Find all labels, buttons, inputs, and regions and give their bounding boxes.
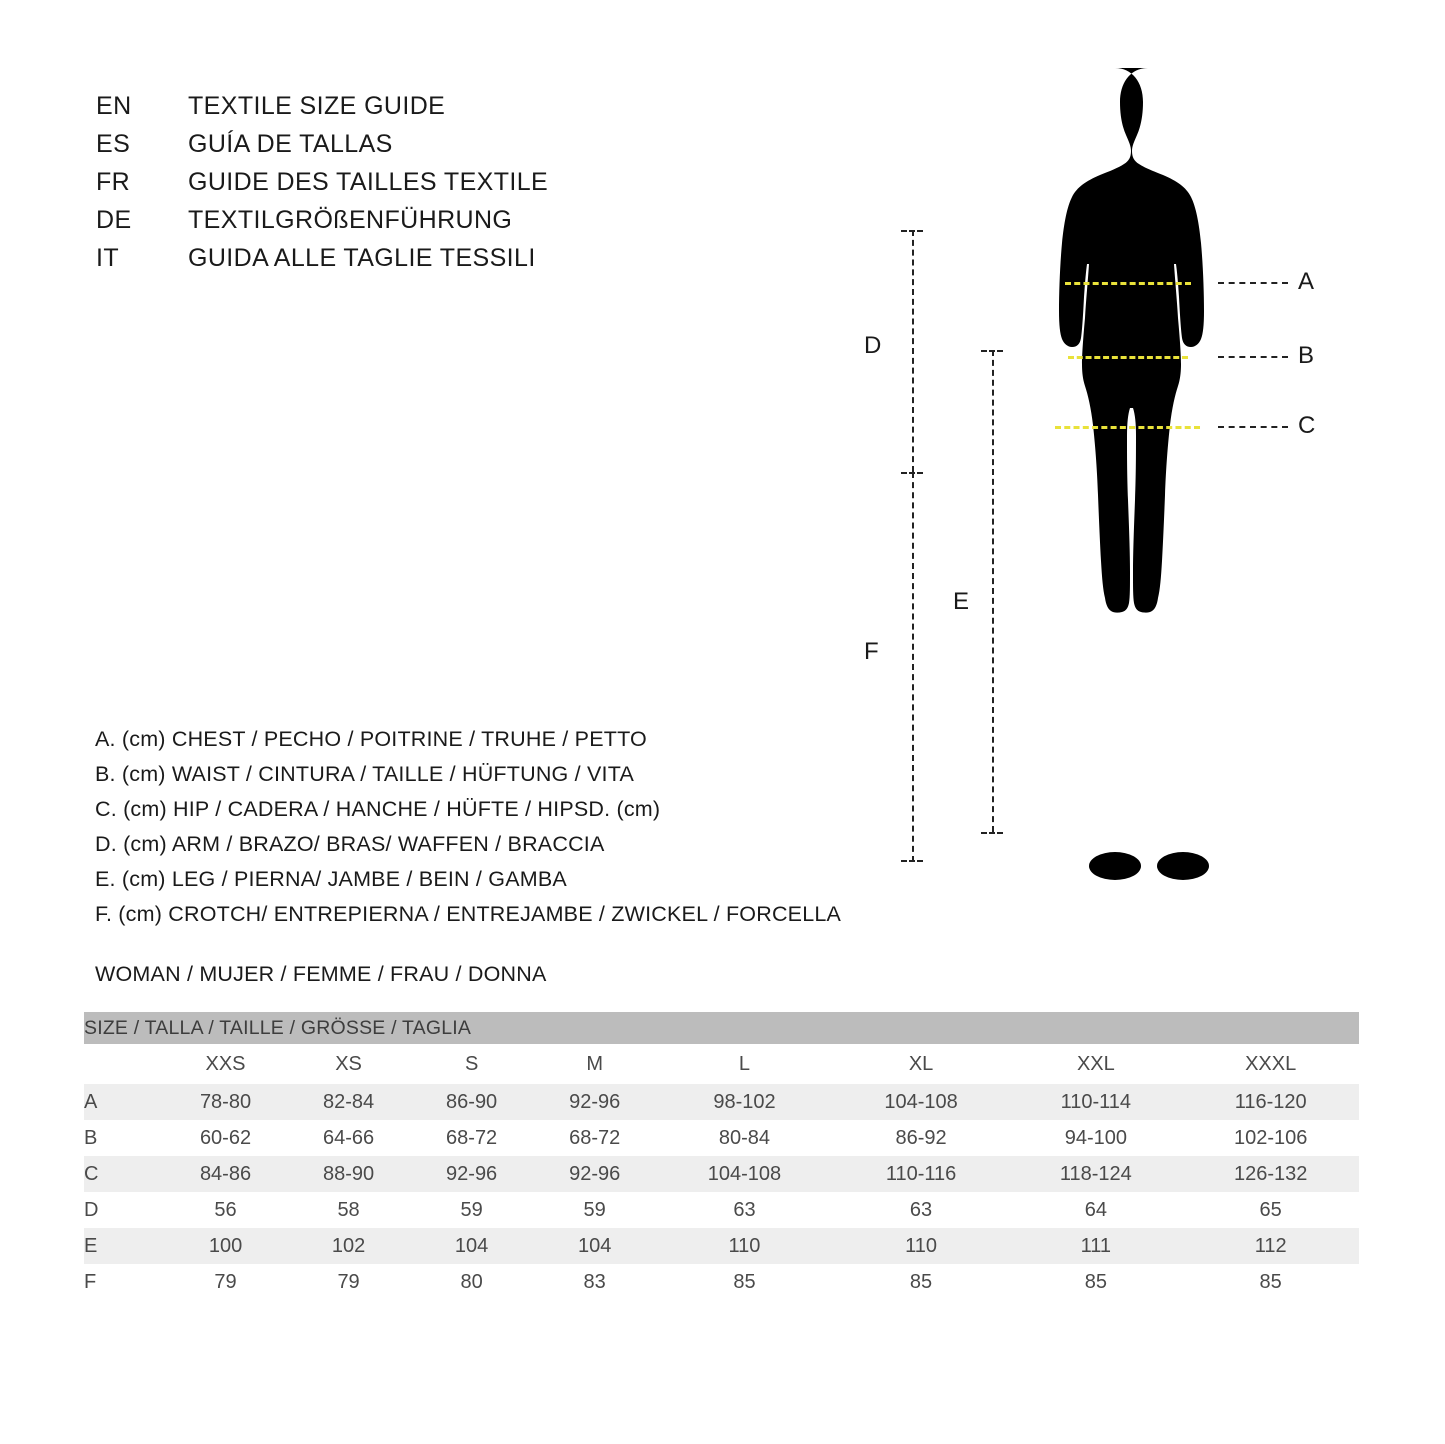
cell-b-xs: 64-66 <box>287 1120 410 1156</box>
legend-item-e: E. (cm) LEG / PIERNA/ JAMBE / BEIN / GAMBA <box>95 867 567 891</box>
cell-e-l: 110 <box>656 1228 833 1264</box>
table-header-xs: XS <box>287 1044 410 1084</box>
cell-a-xxl: 110-114 <box>1009 1084 1182 1120</box>
arm-bracket-cap-top <box>901 230 923 232</box>
table-row <box>84 1264 1359 1300</box>
table-header-xl: XL <box>833 1044 1010 1084</box>
cell-f-m: 83 <box>533 1264 656 1300</box>
legend-item-c: C. (cm) HIP / CADERA / HANCHE / HÜFTE / HIPSD. (cm) <box>95 797 661 821</box>
cell-c-xxxl: 126-132 <box>1182 1156 1359 1192</box>
legend-item-f: F. (cm) CROTCH/ ENTREPIERNA / ENTREJAMBE / ZWICKEL / FORCELLA <box>95 902 842 926</box>
row-label-d: D <box>84 1192 164 1228</box>
leg-bracket-line <box>992 350 994 832</box>
bracket-label-d: D <box>864 332 882 359</box>
table-row <box>84 1120 1359 1156</box>
row-label-b: B <box>84 1120 164 1156</box>
arm-bracket-line <box>912 230 914 472</box>
marker-label-c: C <box>1298 412 1316 439</box>
crotch-bracket-cap-bottom <box>901 860 923 862</box>
cell-b-xxl: 94-100 <box>1009 1120 1182 1156</box>
table-header-xxs: XXS <box>164 1044 287 1084</box>
table-header-xxxl: XXXL <box>1182 1044 1359 1084</box>
title-text-it: GUIDA ALLE TAGLIE TESSILI <box>188 244 536 272</box>
cell-e-xxxl: 112 <box>1182 1228 1359 1264</box>
cell-d-xxxl: 65 <box>1182 1192 1359 1228</box>
cell-b-m: 68-72 <box>533 1120 656 1156</box>
title-text-en: TEXTILE SIZE GUIDE <box>188 92 446 120</box>
cell-d-l: 63 <box>656 1192 833 1228</box>
cell-d-xl: 63 <box>833 1192 1010 1228</box>
legend-item-a: A. (cm) CHEST / PECHO / POITRINE / TRUHE / PETTO <box>95 727 647 751</box>
size-table <box>84 1012 1359 1300</box>
row-label-e: E <box>84 1228 164 1264</box>
cell-c-xs: 88-90 <box>287 1156 410 1192</box>
cell-a-xl: 104-108 <box>833 1084 1010 1120</box>
cell-e-s: 104 <box>410 1228 533 1264</box>
row-label-a: A <box>84 1084 164 1120</box>
title-lang-de: DE <box>96 206 132 234</box>
row-label-f: F <box>84 1264 164 1300</box>
chest-leader-line <box>1218 282 1288 284</box>
table-row <box>84 1192 1359 1228</box>
title-text-fr: GUIDE DES TAILLES TEXTILE <box>188 168 549 196</box>
cell-e-m: 104 <box>533 1228 656 1264</box>
legend-item-d: D. (cm) ARM / BRAZO/ BRAS/ WAFFEN / BRACCIA <box>95 832 605 856</box>
cell-a-xxs: 78-80 <box>164 1084 287 1120</box>
cell-c-m: 92-96 <box>533 1156 656 1192</box>
table-header-m: M <box>533 1044 656 1084</box>
legend-block <box>95 722 895 932</box>
table-row <box>84 1084 1359 1120</box>
cell-f-xxl: 85 <box>1009 1264 1182 1300</box>
cell-b-xxs: 60-62 <box>164 1120 287 1156</box>
legend-item-b: B. (cm) WAIST / CINTURA / TAILLE / HÜFTUNG / VITA <box>95 762 634 786</box>
cell-d-s: 59 <box>410 1192 533 1228</box>
table-header-row <box>84 1044 1359 1084</box>
cell-c-s: 92-96 <box>410 1156 533 1192</box>
cell-a-m: 92-96 <box>533 1084 656 1120</box>
cell-d-xxs: 56 <box>164 1192 287 1228</box>
table-header-xxl: XXL <box>1009 1044 1182 1084</box>
cell-b-l: 80-84 <box>656 1120 833 1156</box>
title-lang-es: ES <box>96 130 131 158</box>
hip-leader-line <box>1218 426 1288 428</box>
cell-f-xxxl: 85 <box>1182 1264 1359 1300</box>
cell-f-s: 80 <box>410 1264 533 1300</box>
crotch-bracket-line <box>912 472 914 862</box>
title-row-it <box>96 244 716 282</box>
table-caption-row <box>84 1012 1359 1044</box>
measurement-figure <box>840 60 1360 910</box>
cell-a-s: 86-90 <box>410 1084 533 1120</box>
table-row <box>84 1228 1359 1264</box>
title-row-es <box>96 130 716 168</box>
cell-f-xs: 79 <box>287 1264 410 1300</box>
cell-c-l: 104-108 <box>656 1156 833 1192</box>
cell-c-xl: 110-116 <box>833 1156 1010 1192</box>
title-row-en <box>96 92 716 130</box>
leg-bracket-cap-top <box>981 350 1003 352</box>
cell-e-xs: 102 <box>287 1228 410 1264</box>
title-text-es: GUÍA DE TALLAS <box>188 130 393 158</box>
title-block <box>96 92 716 282</box>
cell-d-m: 59 <box>533 1192 656 1228</box>
cell-e-xxs: 100 <box>164 1228 287 1264</box>
cell-c-xxl: 118-124 <box>1009 1156 1182 1192</box>
chest-measure-line <box>1065 282 1191 285</box>
waist-measure-line <box>1068 356 1188 359</box>
marker-label-a: A <box>1298 268 1315 295</box>
cell-e-xxl: 111 <box>1009 1228 1182 1264</box>
hip-measure-line <box>1055 426 1200 429</box>
cell-a-xs: 82-84 <box>287 1084 410 1120</box>
leg-bracket-cap-bottom <box>981 832 1003 834</box>
waist-leader-line <box>1218 356 1288 358</box>
cell-a-xxxl: 116-120 <box>1182 1084 1359 1120</box>
cell-a-l: 98-102 <box>656 1084 833 1120</box>
table-header-l: L <box>656 1044 833 1084</box>
cell-f-l: 85 <box>656 1264 833 1300</box>
table-row <box>84 1156 1359 1192</box>
table-header-s: S <box>410 1044 533 1084</box>
table-header-corner <box>84 1044 164 1084</box>
female-silhouette-icon <box>1020 60 1280 890</box>
cell-f-xl: 85 <box>833 1264 1010 1300</box>
row-label-c: C <box>84 1156 164 1192</box>
title-lang-fr: FR <box>96 168 131 196</box>
cell-d-xs: 58 <box>287 1192 410 1228</box>
cell-c-xxs: 84-86 <box>164 1156 287 1192</box>
cell-e-xl: 110 <box>833 1228 1010 1264</box>
title-row-fr <box>96 168 716 206</box>
cell-b-s: 68-72 <box>410 1120 533 1156</box>
gender-label: WOMAN / MUJER / FEMME / FRAU / DONNA <box>95 962 547 986</box>
table-caption: SIZE / TALLA / TAILLE / GRÖSSE / TAGLIA <box>84 1012 1359 1044</box>
cell-d-xxl: 64 <box>1009 1192 1182 1228</box>
title-row-de <box>96 206 716 244</box>
bracket-label-e: E <box>953 588 970 615</box>
cell-b-xxxl: 102-106 <box>1182 1120 1359 1156</box>
title-lang-en: EN <box>96 92 132 120</box>
title-text-de: TEXTILGRÖßENFÜHRUNG <box>188 206 513 234</box>
bracket-label-f: F <box>864 638 880 665</box>
marker-label-b: B <box>1298 342 1315 369</box>
title-lang-it: IT <box>96 244 120 272</box>
cell-b-xl: 86-92 <box>833 1120 1010 1156</box>
cell-f-xxs: 79 <box>164 1264 287 1300</box>
